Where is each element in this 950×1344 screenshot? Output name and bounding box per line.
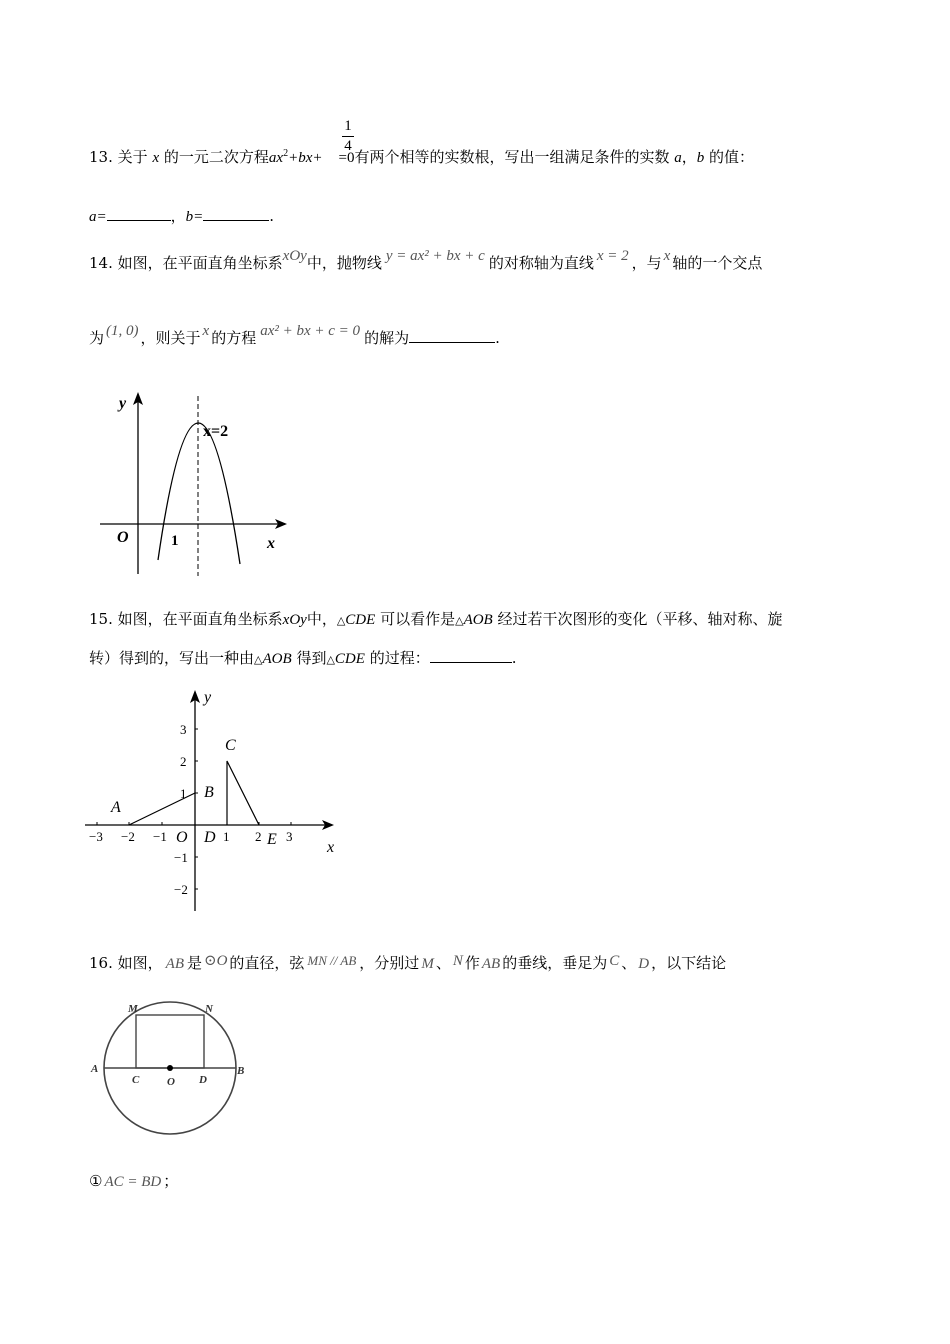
q15-x-label: x [327, 839, 335, 856]
q15-line2: 转）得到的，写出一种由△AOB 得到△CDE 的过程： . [89, 649, 517, 667]
q14-origin-label: O [117, 529, 129, 546]
q14-answer-blank[interactable] [409, 328, 495, 343]
q15-origin-label: O [176, 829, 188, 846]
q15-point-e: E [267, 831, 277, 848]
q14-x-label: x [267, 535, 275, 552]
q13-line1: 13. 关于 x 的一元二次方程$ax^2+bx+ =0$有两个相等的实数根，写出一组满足条件的实数 a，b 的值： [89, 148, 755, 166]
q16-label-m: M [128, 1003, 138, 1015]
q13-number: 13. [89, 148, 113, 166]
q15-ytick-2: 2 [180, 754, 187, 769]
q15-ytick-1: 1 [180, 786, 187, 801]
q14-number: 14. [89, 254, 113, 272]
q16-conclusion-1: ① AC = BD ； [89, 1172, 179, 1190]
q13-answer-a-blank[interactable] [107, 206, 171, 221]
q13-answer-b-blank[interactable] [203, 206, 269, 221]
q15-xtick-neg3: −3 [89, 829, 103, 844]
q14-figure [95, 388, 295, 580]
q15-line1: 15. 如图，在平面直角坐标系xOy中，△CDE 可以看作是△AOB 经过若干次图形的变化（平移、轴对称、旋 [89, 610, 783, 628]
q13-answer-b-label: b= [185, 209, 204, 225]
q16-center-dot [167, 1065, 173, 1071]
q16-number: 16. [89, 954, 113, 972]
q15-xtick-2: 2 [255, 829, 262, 844]
q16-figure [85, 996, 255, 1141]
q13-frac-bar [342, 136, 354, 137]
q16-rect-mncd [136, 1015, 204, 1068]
q14-y-label: y [119, 395, 127, 412]
q14-axis-label: x=2 [203, 423, 229, 440]
q16-label-a: A [91, 1063, 99, 1075]
q15-ticks [97, 729, 291, 889]
q14-one-label: 1 [171, 533, 179, 549]
q15-xtick-3: 3 [286, 829, 293, 844]
q15-number: 15. [89, 610, 113, 628]
q15-ytick-neg2: −2 [174, 882, 188, 897]
q15-figure [80, 686, 350, 916]
q15-triangle-cde [227, 761, 259, 825]
q16-label-c: C [132, 1074, 140, 1086]
q16-label-b: B [237, 1065, 245, 1077]
q13-frac-numerator: 1 [344, 118, 352, 134]
q15-answer-blank[interactable] [430, 648, 512, 663]
q13-frac-denominator: 4 [344, 138, 352, 154]
q15-ytick-3: 3 [180, 722, 187, 737]
q14-line1: 14. 如图，在平面直角坐标系xOy中，抛物线 y = ax² + bx + c 的对称轴为直线 x = 2 ，与 x 轴的一个交点 [89, 248, 763, 272]
q16-label-o: O [167, 1076, 175, 1088]
q16-label-d: D [199, 1074, 207, 1086]
q15-point-d: D [204, 829, 216, 846]
q15-xtick-neg1: −1 [153, 829, 167, 844]
q15-point-b: B [204, 784, 214, 801]
q14-line2: 为 (1, 0) ，则关于 x 的方程 ax² + bx + c = 0 的解为 . [89, 323, 500, 347]
q15-y-label: y [204, 689, 212, 706]
q15-ytick-neg1: −1 [174, 850, 188, 865]
q16-label-n: N [205, 1003, 213, 1015]
q16-line1: 16. 如图， AB 是 ⊙O 的直径，弦 MN // AB ，分别过 M 、 N 作 AB 的垂线，垂足为 C 、 D ，以下结论 [89, 953, 727, 972]
q15-point-c: C [225, 737, 236, 754]
q16-conclusion-1-mark: ① [89, 1172, 103, 1190]
q15-xtick-1: 1 [223, 829, 230, 844]
q15-xtick-neg2: −2 [121, 829, 135, 844]
q13-answer-line: a= ，b= . [89, 207, 275, 225]
q13-answer-a-label: a= [89, 209, 107, 225]
q15-point-a: A [111, 799, 121, 816]
